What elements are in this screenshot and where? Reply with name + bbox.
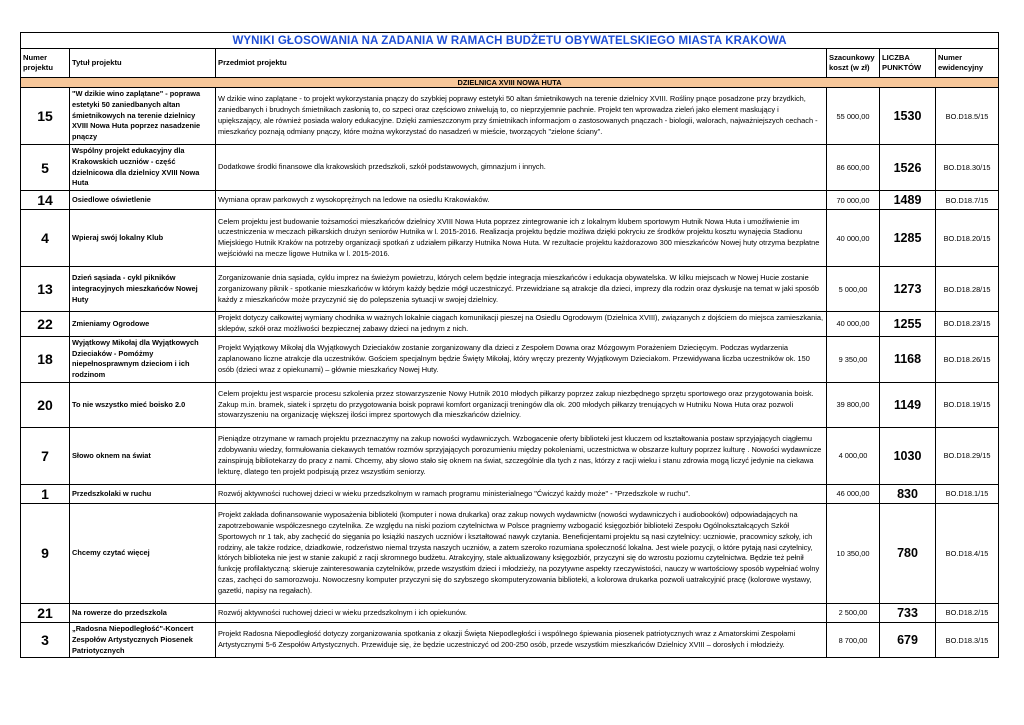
project-number: 18 [21, 336, 70, 382]
project-title: Na rowerze do przedszkola [70, 603, 216, 622]
table-row [21, 191, 999, 210]
project-points: 1285 [880, 210, 936, 267]
district-row [21, 78, 999, 88]
project-cost: 8 700,00 [827, 622, 880, 657]
project-evidence-number: BO.D18.26/15 [936, 336, 999, 382]
table-row [21, 267, 999, 312]
project-description: Rozwój aktywności ruchowej dzieci w wieku przedszkolnym w ramach programu ministerialnego "Ćwiczyć każdy może" - "Przedszkole w ruchu". [216, 484, 827, 503]
table-row [21, 312, 999, 337]
project-evidence-number: BO.D18.7/15 [936, 191, 999, 210]
project-points: 679 [880, 622, 936, 657]
project-number: 21 [21, 603, 70, 622]
project-description: Projekt dotyczy całkowitej wymiany chodnika w ważnych lokalnie ciągach komunikacji pieszej na Osiedlu Ogrodowym (Dzielnica XVIII), związanych z dojściem do miejsca zamieszkania, sklepów, szkół oraz możliwości bezpiecznej zabawy dzieci na jednym z nich. [216, 312, 827, 337]
project-cost: 9 350,00 [827, 336, 880, 382]
project-cost: 40 000,00 [827, 210, 880, 267]
project-cost: 5 000,00 [827, 267, 880, 312]
project-description: Projekt zakłada dofinansowanie wyposażenia biblioteki (komputer i nowa drukarka) oraz zakup nowych wydawnictw (nowości wydawniczych i audiobooków) odpowiadających na zapotrzebowanie współczesnego czytelnika. Ze względu na niski poziom czytelnictwa w Polsce pragniemy wzbogacić księgozbiór biblioteki Zespołu Ogólnokształcących Szkół Sportowych nr 1 tak, aby zachęcić do sięgania po książki naszych uczniów i kształtować nawyk czytania. Beneficjentami projektu są nasi czytelnicy: uczniowie, pracownicy szkoły, ich rodziny, ale także rodzice, dziadkowie, rodzeństwo niemal trzysta naszych uczniów, a zatem szeroko rozumiana społeczność lokalna. Jest wiele pozycji, o które pytają nasi czytelnicy, których biblioteka nie jest w stanie zakupić z racji skromnego budżetu. Atrakcyjny, stale aktualizowany księgozbiór, przyczyni się do wzrostu poziomu czytelnictwa. Będzie też pełnił funkcję profilaktyczną: skieruje zainteresowania czytelników, przede wszystkim dzieci i młodzieży, na pozytywne aspekty rzeczywistości, nauczy w wartościowy sposób wypełniać wolny czas, zachęci do samorozwoju. Nowoczesny komputer przyczyni się do szybszego skomputeryzowania biblioteki, a kolorowa drukarka pozwoli uatrakcyjnić pracę (kolorowe wystawy, gazetki, napisy na regałach). [216, 503, 827, 603]
project-description: Zorganizowanie dnia sąsiada, cyklu imprez na świeżym powietrzu, których celem będzie integracja mieszkańców i edukacja obywatelska. W kilku miejscach w Nowej Hucie zostanie zorganizowany piknik - spotkanie mieszkańców w którym każdy będzie mógł uczestniczyć. Przewidziane są atrakcje dla dzieci, imprezy dla rodzin oraz dyskusje na temat w jaki sposób każdy z mieszkańców może przyczynić się do polepszenia sytuacji w swojej dzielnicy. [216, 267, 827, 312]
project-description: Dodatkowe środki finansowe dla krakowskich przedszkoli, szkół podstawowych, gimnazjum i innych. [216, 145, 827, 191]
project-points: 1168 [880, 336, 936, 382]
project-number: 9 [21, 503, 70, 603]
project-cost: 4 000,00 [827, 427, 880, 484]
project-evidence-number: BO.D18.1/15 [936, 484, 999, 503]
project-description: Celem projektu jest budowanie tożsamości mieszkańców dzielnicy XVIII Nowa Huta poprzez zintegrowanie ich z lokalnym klubem sportowym Hutnik Nowa Huta i umożliwienie im uczestniczenia w meczach piłkarskich drużyn seniorów Hutnika w l. 2015-2016. Realizacja projektu będzie możliwa dzięki pokryciu ze środków projektu kosztu wynajęcia Stadionu Miejskiego Hutnik Kraków na potrzeby organizacji spotkań z udziałem piłkarzy Hutnika Nowa Huta. W rezultacie projektu każdorazowo 300 mieszkańców Nowej huty otrzyma bezpłatne wejściówki na mecze ligowe Hutnika w l. 2015-2016. [216, 210, 827, 267]
project-number: 20 [21, 382, 70, 427]
table-row [21, 382, 999, 427]
project-title: Wyjątkowy Mikołaj dla Wyjątkowych Dzieciaków - Pomóżmy niepełnosprawnym dzieciom i ich rodzinom [70, 336, 216, 382]
project-cost: 46 000,00 [827, 484, 880, 503]
district-label: DZIELNICA XVIII NOWA HUTA [21, 78, 999, 88]
project-evidence-number: BO.D18.5/15 [936, 88, 999, 145]
table-row [21, 210, 999, 267]
project-description: Projekt Wyjątkowy Mikołaj dla Wyjątkowych Dzieciaków zostanie zorganizowany dla dzieci z Zespołem Downa oraz Mózgowym Porażeniem Dziecięcym. Podczas wydarzenia zaplanowano liczne atrakcje dla uczestników. Gościem specjalnym będzie Święty Mikołaj, który wręczy prezenty Wyjątkowym Dzieciakom. Przewidywana liczba uczestników ok. 150 osób (dzieci wraz z opiekunami) – głównie mieszkańcy Nowej Huty. [216, 336, 827, 382]
project-description: Rozwój aktywności ruchowej dzieci w wieku przedszkolnym i ich opiekunów. [216, 603, 827, 622]
project-number: 1 [21, 484, 70, 503]
project-title: „Radosna Niepodległość"-Koncert Zespołów Artystycznych Piosenek Patriotycznych [70, 622, 216, 657]
project-title: Chcemy czytać więcej [70, 503, 216, 603]
project-title: Wpieraj swój lokalny Klub [70, 210, 216, 267]
project-evidence-number: BO.D18.23/15 [936, 312, 999, 337]
project-cost: 10 350,00 [827, 503, 880, 603]
project-points: 1526 [880, 145, 936, 191]
project-number: 22 [21, 312, 70, 337]
project-points: 1530 [880, 88, 936, 145]
project-evidence-number: BO.D18.20/15 [936, 210, 999, 267]
project-cost: 86 600,00 [827, 145, 880, 191]
project-points: 780 [880, 503, 936, 603]
table-row [21, 503, 999, 603]
table-row [21, 145, 999, 191]
project-points: 1273 [880, 267, 936, 312]
header-evidence: Numer ewidencyjny [936, 49, 999, 78]
project-description: Projekt Radosna Niepodległość dotyczy zorganizowania spotkania z okazji Święta Niepodległości i wspólnego śpiewania piosenek patriotycznych wraz z Amatorskimi Zespołami Artystycznymi 5-6 Zespołów Artystycznych. Przewiduje się, że będzie uczestniczyć od 200-250 osób, przede wszystkim mieszkańców Dzielnicy XVIII – dorosłych i młodzieży. [216, 622, 827, 657]
table-row [21, 88, 999, 145]
project-cost: 2 500,00 [827, 603, 880, 622]
project-description: W dzikie wino zaplątane - to projekt wykorzystania pnączy do szybkiej poprawy estetyki 50 altan śmietnikowych na terenie dzielnicy XVIII. Rośliny pnące posadzone przy brzydkich, zaniedbanych i brudnych śmietnikach zasłonią to, co szpeci oraz częściowo zniwelują to, co nieprzyjemnie pachnie. Projekt ten wprowadza zieleń jako element maskujący i upiększający, ale również posiada walory edukacyjne. Dzięki zamieszczonym przy śmietnikach informacjom o zastosowanych pnączach - biologii, walorach, najważniejszych cechach - mieszkańcy poznają odmiany pnączy, które można wykorzystać do nasadzeń w mieście, tworzących "zielone ściany". [216, 88, 827, 145]
project-cost: 55 000,00 [827, 88, 880, 145]
project-number: 3 [21, 622, 70, 657]
project-number: 4 [21, 210, 70, 267]
project-points: 1030 [880, 427, 936, 484]
header-title: Tytuł projektu [70, 49, 216, 78]
project-description: Pieniądze otrzymane w ramach projektu przeznaczymy na zakup nowości wydawniczych. Wzbogacenie oferty biblioteki jest kluczem od kształtowania postaw sprzyjających ciągłemu zdobywaniu wiedzy, formułowania ciekawych tematów rozmów sprzyjających porozumieniu między pokoleniami, uczestnictwa w obszarze kultury poprzez kulturę . Nowości wydawnicze zainspirują bibliotekarzy do pracy z nami. Chcemy, aby słowo stało się oknem na świat, szczególnie dla tych z nas, którzy z racji wieku i stanu zdrowia mogą liczyć jedynie na ciekawa lekturę, dlatego ten projekt podpisują przez wszystkim seniorzy. [216, 427, 827, 484]
project-description: Celem projektu jest wsparcie procesu szkolenia przez stowarzyszenie Nowy Hutnik 2010 młodych piłkarzy poprzez zakup niezbędnego sprzętu sportowego oraz przygotowania boisk. Zakup m.in. bramek, siatek i sprzętu do przygotowania boisk poprawi komfort organizacji treningów dla ok. 200 młodych piłkarzy trenujących w Hutniku Nowa Huta oraz pozwoli stowarzyszeniu na organizację większej ilości imprez sportowych dla mieszkańców dzielnicy. [216, 382, 827, 427]
project-number: 5 [21, 145, 70, 191]
project-points: 1489 [880, 191, 936, 210]
page-title: WYNIKI GŁOSOWANIA NA ZADANIA W RAMACH BUDŻETU OBYWATELSKIEGO MIASTA KRAKOWA [21, 33, 999, 49]
header-row [21, 49, 999, 78]
table-row [21, 336, 999, 382]
project-evidence-number: BO.D18.3/15 [936, 622, 999, 657]
project-evidence-number: BO.D18.2/15 [936, 603, 999, 622]
project-title: Słowo oknem na świat [70, 427, 216, 484]
project-title: Osiedlowe oświetlenie [70, 191, 216, 210]
project-title: "W dzikie wino zaplątane" - poprawa estetyki 50 zaniedbanych altan śmietnikowych na terenie dzielnicy XVIII Nowa Huta poprzez nasadzenie pnączy [70, 88, 216, 145]
project-title: Dzień sąsiada - cykl pikników integracyjnych mieszkańców Nowej Huty [70, 267, 216, 312]
project-evidence-number: BO.D18.29/15 [936, 427, 999, 484]
header-subject: Przedmiot projektu [216, 49, 827, 78]
project-points: 830 [880, 484, 936, 503]
project-number: 13 [21, 267, 70, 312]
header-cost: Szacunkowy koszt (w zł) [827, 49, 880, 78]
project-points: 1255 [880, 312, 936, 337]
project-description: Wymiana opraw parkowych z wysokoprężnych na ledowe na osiedlu Krakowiaków. [216, 191, 827, 210]
project-title: Wspólny projekt edukacyjny dla Krakowskich uczniów - część dzielnicowa dla dzielnicy XVIII Nowa Huta [70, 145, 216, 191]
results-table [20, 32, 999, 658]
header-number: Numer projektu [21, 49, 70, 78]
project-cost: 70 000,00 [827, 191, 880, 210]
project-evidence-number: BO.D18.30/15 [936, 145, 999, 191]
results-sheet [20, 32, 998, 658]
table-row [21, 484, 999, 503]
project-points: 1149 [880, 382, 936, 427]
project-cost: 39 800,00 [827, 382, 880, 427]
project-evidence-number: BO.D18.4/15 [936, 503, 999, 603]
project-title: To nie wszystko mieć boisko 2.0 [70, 382, 216, 427]
table-row [21, 427, 999, 484]
project-number: 7 [21, 427, 70, 484]
project-title: Przedszkolaki w ruchu [70, 484, 216, 503]
project-points: 733 [880, 603, 936, 622]
table-row [21, 603, 999, 622]
project-evidence-number: BO.D18.28/15 [936, 267, 999, 312]
project-number: 15 [21, 88, 70, 145]
project-number: 14 [21, 191, 70, 210]
project-cost: 40 000,00 [827, 312, 880, 337]
project-evidence-number: BO.D18.19/15 [936, 382, 999, 427]
project-title: Zmieniamy Ogrodowe [70, 312, 216, 337]
table-row [21, 622, 999, 657]
header-points: LICZBA PUNKTÓW [880, 49, 936, 78]
